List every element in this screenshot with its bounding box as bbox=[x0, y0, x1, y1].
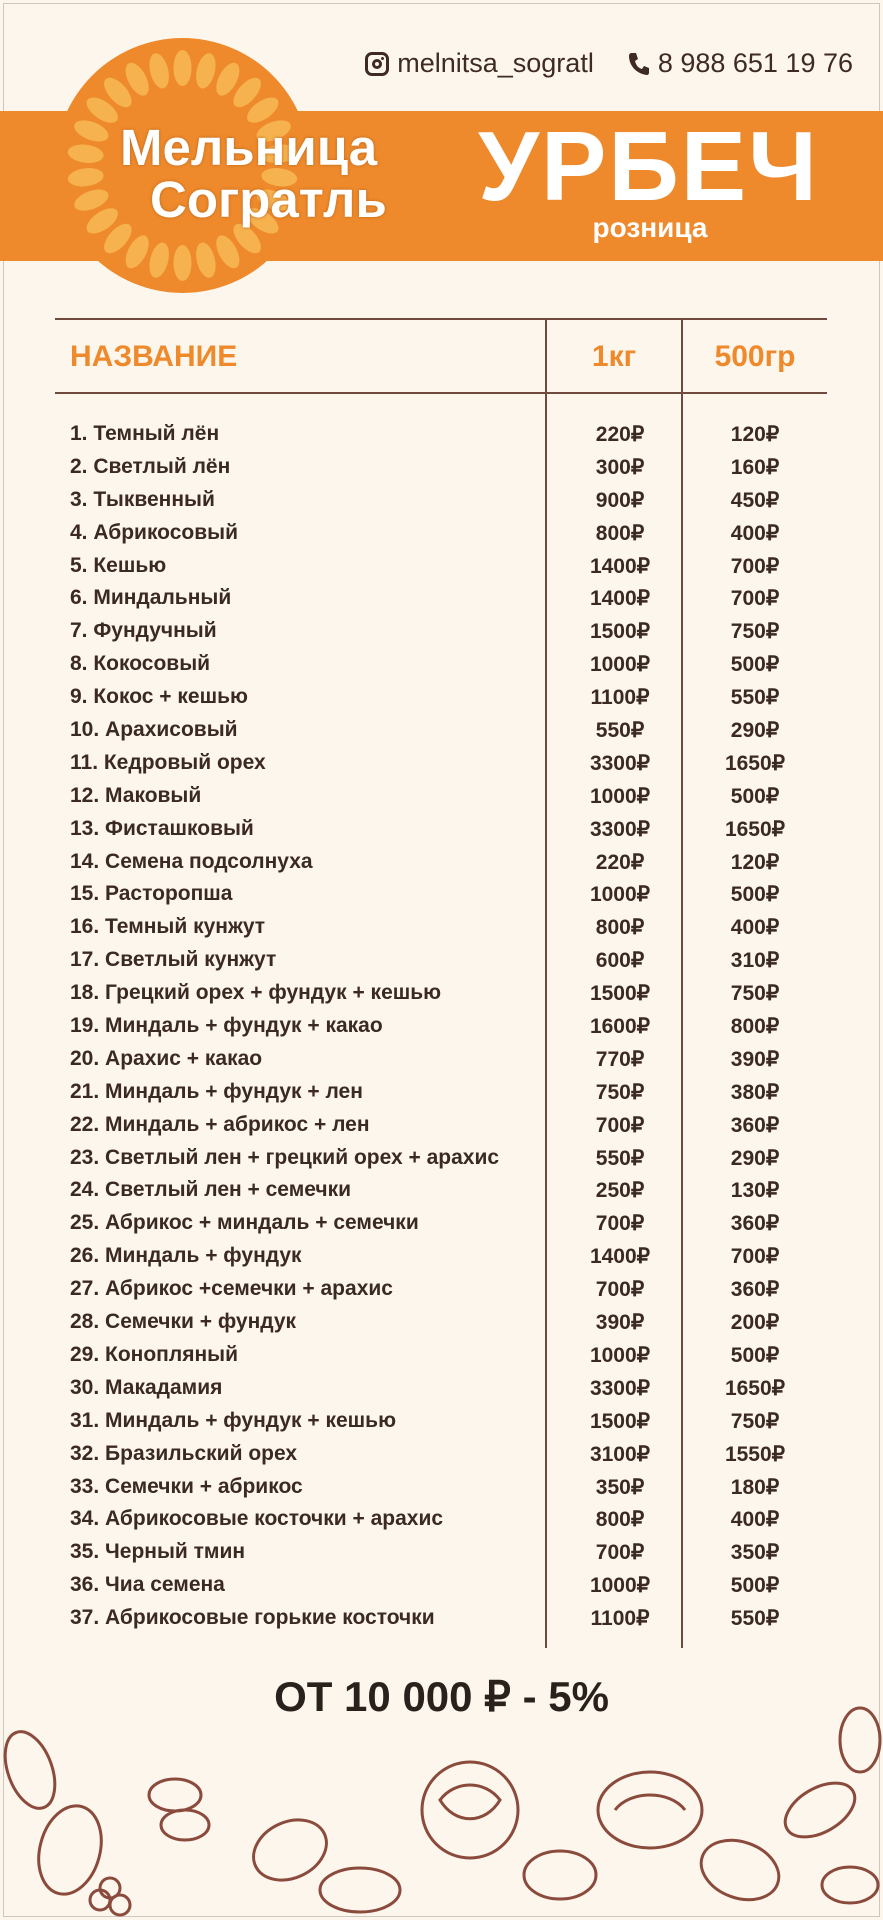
item-name: 30. Макадамия bbox=[70, 1375, 223, 1399]
price-1kg: 550₽ bbox=[595, 719, 645, 743]
price-1kg: 770₽ bbox=[595, 1047, 645, 1071]
item-name: 6. Миндальный bbox=[70, 586, 232, 610]
table-row bbox=[0, 549, 883, 582]
item-name: 28. Семечки + фундук bbox=[70, 1310, 297, 1334]
price-500g: 550₽ bbox=[730, 686, 780, 710]
price-1kg: 1400₽ bbox=[589, 1245, 651, 1269]
price-500g: 380₽ bbox=[730, 1080, 780, 1104]
item-name: 21. Миндаль + фундук + лен bbox=[70, 1079, 363, 1103]
table-row bbox=[0, 647, 883, 680]
table-row bbox=[0, 1470, 883, 1503]
price-1kg: 1000₽ bbox=[589, 883, 651, 907]
price-500g: 450₽ bbox=[730, 488, 780, 512]
item-name: 23. Светлый лен + грецкий орех + арахис bbox=[70, 1145, 500, 1169]
item-name: 25. Абрикос + миндаль + семечки bbox=[70, 1211, 419, 1235]
price-500g: 290₽ bbox=[730, 1146, 780, 1170]
item-name: 32. Бразильский орех bbox=[70, 1441, 298, 1465]
table-row bbox=[0, 713, 883, 746]
price-1kg: 800₽ bbox=[595, 1508, 645, 1532]
table-row bbox=[0, 1108, 883, 1141]
price-1kg: 700₽ bbox=[595, 1113, 645, 1137]
price-500g: 310₽ bbox=[730, 949, 780, 973]
table-row bbox=[0, 976, 883, 1009]
instagram-icon bbox=[365, 52, 389, 76]
column-header-1kg: 1кг bbox=[591, 340, 637, 373]
price-1kg: 1600₽ bbox=[589, 1015, 651, 1039]
price-500g: 750₽ bbox=[730, 982, 780, 1006]
table-row bbox=[0, 1404, 883, 1437]
item-name: 8. Кокосовый bbox=[70, 652, 211, 676]
table-row bbox=[0, 845, 883, 878]
price-1kg: 220₽ bbox=[595, 850, 645, 874]
price-1kg: 1500₽ bbox=[589, 620, 651, 644]
table-row bbox=[0, 1437, 883, 1470]
price-1kg: 300₽ bbox=[595, 455, 645, 479]
item-name: 20. Арахис + какао bbox=[70, 1046, 263, 1070]
item-name: 13. Фисташковый bbox=[70, 816, 254, 840]
price-500g: 700₽ bbox=[730, 587, 780, 611]
wheat-grain bbox=[193, 241, 219, 280]
table-row bbox=[0, 779, 883, 812]
price-1kg: 1400₽ bbox=[589, 554, 651, 578]
price-1kg: 700₽ bbox=[595, 1278, 645, 1302]
price-500g: 360₽ bbox=[730, 1113, 780, 1137]
logo-line-2: Согратль bbox=[150, 171, 387, 228]
price-500g: 400₽ bbox=[730, 1508, 780, 1532]
price-500g: 1550₽ bbox=[724, 1442, 786, 1466]
table-row bbox=[0, 746, 883, 779]
price-1kg: 3300₽ bbox=[589, 817, 651, 841]
table-row bbox=[0, 1173, 883, 1206]
price-500g: 700₽ bbox=[730, 1245, 780, 1269]
price-1kg: 220₽ bbox=[595, 423, 645, 446]
contacts bbox=[365, 48, 853, 79]
price-500g: 550₽ bbox=[730, 1607, 780, 1631]
price-1kg: 1000₽ bbox=[589, 1574, 651, 1598]
price-1kg: 800₽ bbox=[595, 916, 645, 940]
price-1kg: 700₽ bbox=[595, 1212, 645, 1236]
wheat-grain bbox=[174, 245, 192, 281]
price-500g: 120₽ bbox=[730, 850, 780, 874]
nuts-illustration bbox=[0, 1700, 883, 1920]
item-name: 2. Светлый лён bbox=[70, 454, 231, 478]
item-name: 29. Конопляный bbox=[70, 1342, 238, 1366]
item-name: 12. Маковый bbox=[70, 783, 202, 807]
wheat-grain bbox=[67, 143, 105, 165]
instagram-handle: melnitsa_sogratl bbox=[397, 48, 594, 78]
table-row bbox=[0, 1502, 883, 1535]
table-row bbox=[0, 1141, 883, 1174]
item-name: 15. Расторопша bbox=[70, 882, 233, 906]
item-name: 4. Абрикосовый bbox=[70, 520, 238, 544]
price-1kg: 750₽ bbox=[595, 1080, 645, 1104]
table-row bbox=[0, 614, 883, 647]
item-name: 11. Кедровый орех bbox=[70, 750, 266, 774]
price-500g: 200₽ bbox=[730, 1311, 780, 1335]
price-1kg: 1000₽ bbox=[589, 784, 651, 808]
table-row bbox=[0, 1075, 883, 1108]
price-1kg: 1400₽ bbox=[589, 587, 651, 611]
table-header-border bbox=[55, 392, 827, 394]
price-1kg: 1000₽ bbox=[589, 653, 651, 677]
instagram-contact[interactable] bbox=[365, 48, 594, 79]
price-1kg: 800₽ bbox=[595, 521, 645, 545]
wheat-grain bbox=[146, 241, 172, 280]
logo-text bbox=[120, 119, 420, 228]
wheat-grain bbox=[174, 50, 192, 86]
item-name: 37. Абрикосовые горькие косточки bbox=[70, 1606, 435, 1630]
price-500g: 500₽ bbox=[730, 653, 780, 677]
item-name: 7. Фундучный bbox=[70, 619, 217, 643]
item-name: 19. Миндаль + фундук + какао bbox=[70, 1014, 383, 1038]
item-name: 16. Темный кунжут bbox=[70, 915, 266, 939]
phone-icon bbox=[628, 52, 650, 76]
price-500g: 360₽ bbox=[730, 1278, 780, 1302]
price-500g: 500₽ bbox=[730, 784, 780, 808]
price-1kg: 900₽ bbox=[595, 488, 645, 512]
price-500g: 390₽ bbox=[730, 1047, 780, 1071]
price-500g: 400₽ bbox=[730, 916, 780, 940]
price-1kg: 3300₽ bbox=[589, 1376, 651, 1400]
price-500g: 500₽ bbox=[730, 1574, 780, 1598]
table-row bbox=[0, 1009, 883, 1042]
item-name: 14. Семена подсолнуха bbox=[70, 849, 313, 873]
item-name: 26. Миндаль + фундук bbox=[70, 1244, 302, 1268]
table-row bbox=[0, 1601, 883, 1634]
table-row bbox=[0, 812, 883, 845]
item-name: 17. Светлый кунжут bbox=[70, 948, 277, 972]
price-500g: 400₽ bbox=[730, 521, 780, 545]
table-row bbox=[0, 483, 883, 516]
price-500g: 1650₽ bbox=[724, 1376, 786, 1400]
price-table-body bbox=[0, 417, 883, 1634]
item-name: 5. Кешью bbox=[70, 553, 167, 577]
item-name: 36. Чиа семена bbox=[70, 1573, 225, 1597]
table-row bbox=[0, 680, 883, 713]
price-1kg: 1100₽ bbox=[590, 686, 650, 710]
price-1kg: 250₽ bbox=[595, 1179, 645, 1203]
price-500g: 130₽ bbox=[730, 1179, 780, 1203]
price-1kg: 550₽ bbox=[595, 1146, 645, 1170]
price-500g: 360₽ bbox=[730, 1212, 780, 1236]
page-title: УРБЕЧ bbox=[478, 111, 819, 221]
price-1kg: 1100₽ bbox=[590, 1607, 650, 1631]
item-name: 31. Миндаль + фундук + кешью bbox=[70, 1408, 397, 1432]
item-name: 24. Светлый лен + семечки bbox=[70, 1178, 351, 1202]
table-row bbox=[0, 1535, 883, 1568]
phone-number: 8 988 651 19 76 bbox=[657, 48, 853, 78]
discount-note: ОТ 10 000 ₽ - 5% bbox=[274, 1673, 609, 1720]
price-1kg: 3300₽ bbox=[589, 751, 651, 775]
phone-contact[interactable] bbox=[628, 48, 853, 79]
price-1kg: 1500₽ bbox=[589, 982, 651, 1006]
page-subtitle: розница bbox=[592, 212, 708, 243]
table-row bbox=[0, 1239, 883, 1272]
table-row bbox=[0, 1206, 883, 1239]
table-row bbox=[0, 877, 883, 910]
table-row bbox=[0, 1272, 883, 1305]
table-row bbox=[0, 943, 883, 976]
price-1kg: 1000₽ bbox=[589, 1343, 651, 1367]
logo-line-1: Мельница bbox=[120, 119, 378, 176]
table-row bbox=[0, 516, 883, 549]
table-row bbox=[0, 1371, 883, 1404]
wheat-grain bbox=[193, 51, 219, 90]
price-1kg: 1500₽ bbox=[589, 1409, 651, 1433]
table-row bbox=[0, 910, 883, 943]
price-500g: 1650₽ bbox=[724, 817, 786, 841]
price-1kg: 3100₽ bbox=[589, 1442, 651, 1466]
price-500g: 1650₽ bbox=[724, 751, 786, 775]
item-name: 3. Тыквенный bbox=[70, 487, 215, 511]
table-row bbox=[0, 581, 883, 614]
price-500g: 750₽ bbox=[730, 1409, 780, 1433]
item-name: 22. Миндаль + абрикос + лен bbox=[70, 1112, 370, 1136]
table-row bbox=[0, 1568, 883, 1601]
price-1kg: 390₽ bbox=[595, 1311, 645, 1335]
table-row bbox=[0, 450, 883, 483]
table-row bbox=[0, 417, 883, 450]
price-500g: 120₽ bbox=[730, 423, 780, 446]
table-top-border bbox=[55, 318, 827, 320]
column-header-500g: 500гр bbox=[714, 340, 796, 373]
item-name: 18. Грецкий орех + фундук + кешью bbox=[70, 981, 442, 1005]
price-500g: 500₽ bbox=[730, 883, 780, 907]
item-name: 1. Темный лён bbox=[70, 422, 220, 445]
item-name: 35. Черный тмин bbox=[70, 1540, 246, 1564]
price-500g: 350₽ bbox=[730, 1541, 780, 1565]
price-500g: 750₽ bbox=[730, 620, 780, 644]
wheat-grain bbox=[146, 51, 172, 90]
wheat-grain bbox=[67, 166, 105, 188]
table-row bbox=[0, 1305, 883, 1338]
item-name: 34. Абрикосовые косточки + арахис bbox=[70, 1507, 444, 1531]
item-name: 10. Арахисовый bbox=[70, 718, 238, 742]
price-500g: 800₽ bbox=[730, 1015, 780, 1039]
price-500g: 160₽ bbox=[730, 455, 780, 479]
item-name: 9. Кокос + кешью bbox=[70, 685, 248, 709]
price-500g: 180₽ bbox=[730, 1475, 780, 1499]
price-500g: 500₽ bbox=[730, 1343, 780, 1367]
price-1kg: 700₽ bbox=[595, 1541, 645, 1565]
table-row bbox=[0, 1042, 883, 1075]
table-row bbox=[0, 1338, 883, 1371]
item-name: 27. Абрикос +семечки + арахис bbox=[70, 1277, 393, 1301]
price-500g: 700₽ bbox=[730, 554, 780, 578]
column-header-name: НАЗВАНИЕ bbox=[70, 340, 238, 373]
price-1kg: 600₽ bbox=[595, 949, 645, 973]
price-1kg: 350₽ bbox=[595, 1475, 645, 1499]
item-name: 33. Семечки + абрикос bbox=[70, 1474, 303, 1498]
price-500g: 290₽ bbox=[730, 719, 780, 743]
